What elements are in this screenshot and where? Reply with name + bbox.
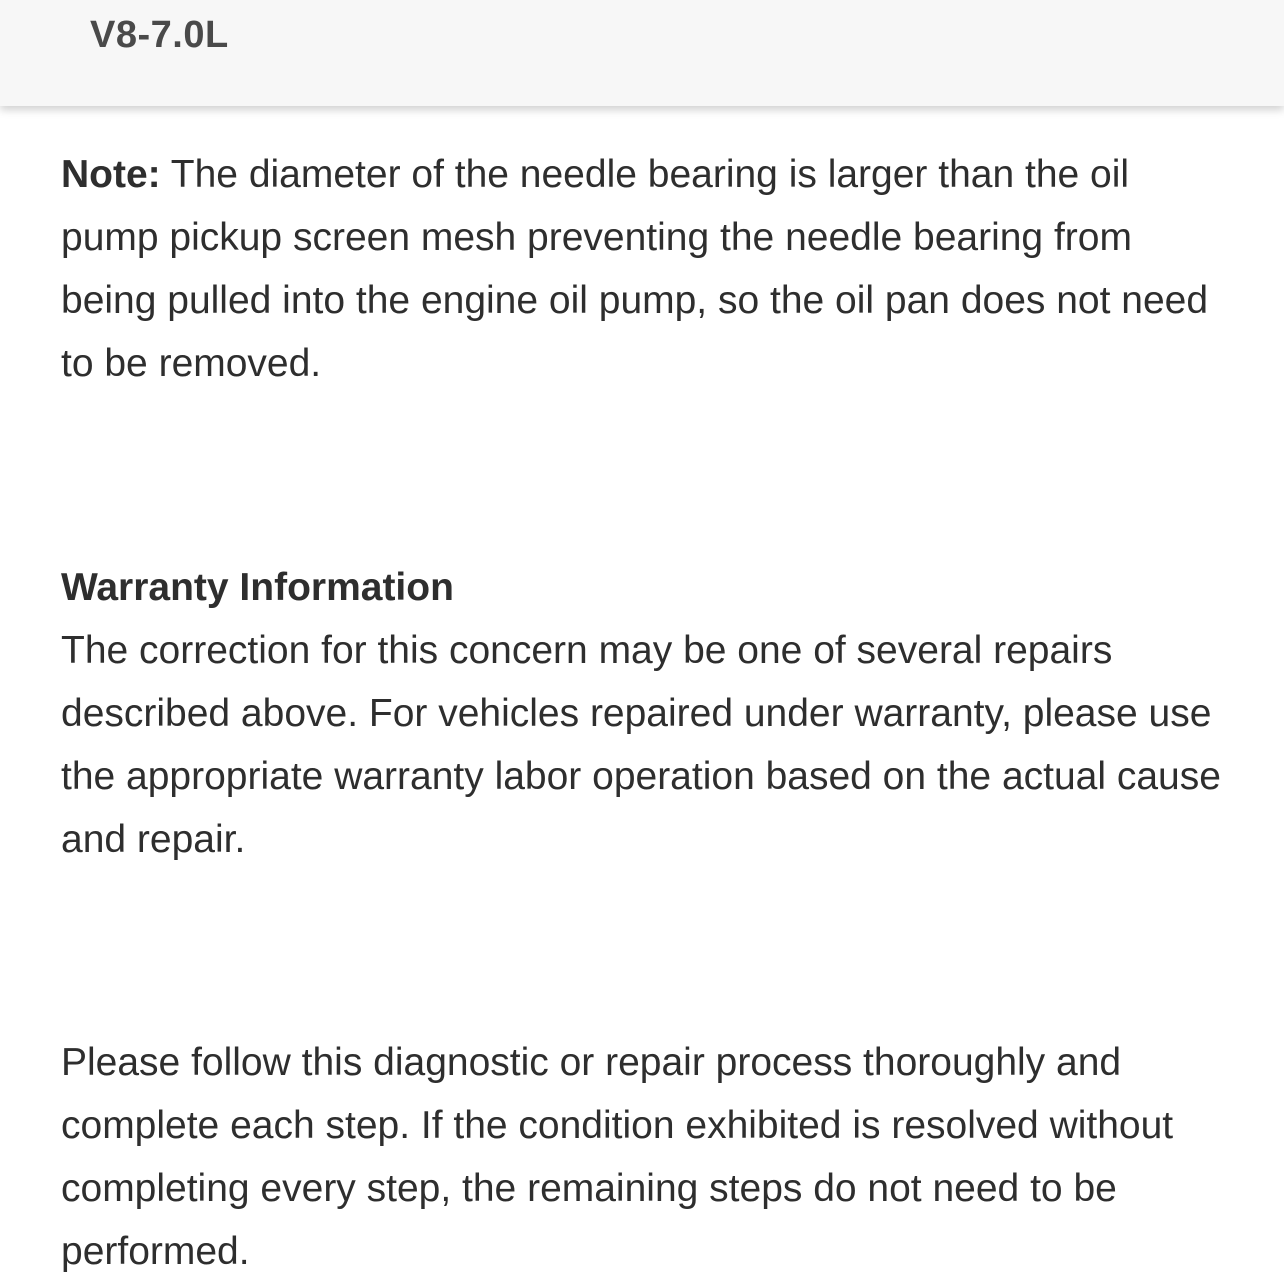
header-bar <box>0 0 1284 106</box>
note-paragraph <box>61 143 1231 395</box>
warranty-section <box>61 556 1231 871</box>
note-label: Note: <box>61 153 161 196</box>
warranty-text: The correction for this concern may be one of several repairs described above. For vehicles repaired under warranty, please use the appropriate warranty labor operation based on the actual cause and repair. <box>61 629 1221 861</box>
page-title: V8-7.0L <box>90 14 229 56</box>
article-body <box>61 143 1231 1283</box>
warranty-heading: Warranty Information <box>61 566 454 609</box>
instructions-paragraph: Please follow this diagnostic or repair process thoroughly and complete each step. If the condition exhibited is resolved without completing every step, the remaining steps do not need to be performed. <box>61 1041 1174 1273</box>
note-text: The diameter of the needle bearing is larger than the oil pump pickup screen mesh preventing the needle bearing from being pulled into the engine oil pump, so the oil pan does not need to be removed. <box>61 153 1209 385</box>
